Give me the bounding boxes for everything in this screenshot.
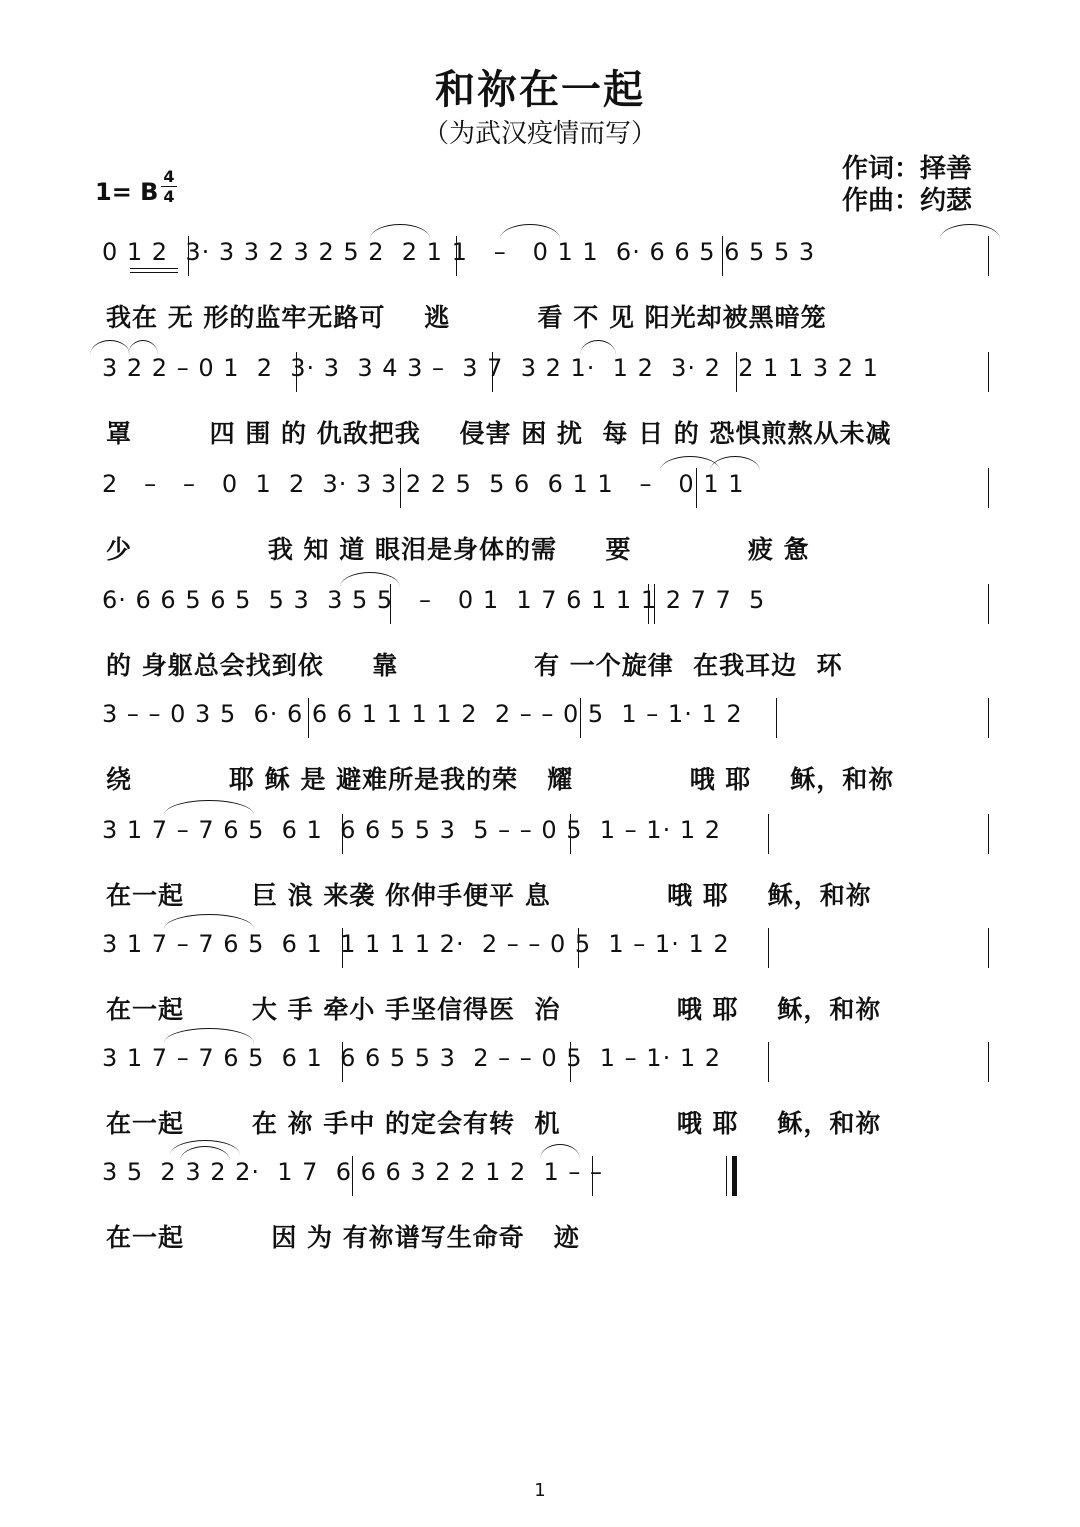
score-system-8 [100,1042,1000,1152]
final-barline-thick [732,1156,737,1196]
barline [988,928,989,968]
barline [580,698,581,738]
lyric-line: 在一起 因 为 有祢谱写生命奇 迹 [106,1223,580,1252]
barline [776,698,777,738]
score-system-7 [100,928,1000,1038]
song-subtitle: （为武汉疫情而写） [422,119,657,149]
notation-text: 6· 6 6 5 6 5 5 3 3 5 5 – 0 1 1 7 6 1 1 1 2 7 7 5 [102,586,766,614]
tie-mark [500,224,560,239]
notation-text: 3 2 2 – 0 1 2 3· 3 3 4 3 – 3 7 3 2 1· 1 2 3· 2 2 1 1 3 2 1 [102,354,879,382]
barline [570,1042,571,1082]
barline [390,584,391,624]
barline [654,584,655,624]
notation-text: 0 1 2 3· 3 3 2 3 2 5 2 2 1 1 – 0 1 1 6· 6 6 5 6 5 5 3 [102,238,816,266]
score-system-2 [100,352,1000,462]
notation-text: 3 – – 0 3 5 6· 6 6 6 1 1 1 1 2 2 – – 0 5 1 – 1· 1 2 [102,700,743,728]
lyric-line: 少 我 知 道 眼泪是身体的需 要 疲 惫 [106,535,810,564]
barline [342,814,343,854]
notation-text: 3 5 2 3 2 2· 1 7 6 6 6 3 2 2 1 2 1 – – [102,1158,604,1186]
notation-line [100,1042,1000,1082]
time-signature [158,168,180,205]
meter-top: 4 [163,167,175,186]
beam-line [130,268,178,269]
notation-line [100,814,1000,854]
barline [592,1156,593,1196]
barline [578,928,579,968]
lyric-line: 的 身躯总会找到依 靠 有 一个旋律 在我耳边 环 [106,651,843,680]
lyric-line: 在一起 在 祢 手中 的定会有转 机 哦 耶 稣，和祢 [106,1109,882,1138]
barline [988,468,989,508]
barline [988,1042,989,1082]
barline [988,814,989,854]
score-system-3 [100,468,1000,578]
barline [308,698,309,738]
barline [988,698,989,738]
notation-line [100,1156,1000,1196]
barline [988,352,989,392]
beam-line [130,272,178,273]
lyricist-credit: 作词：择善 [842,154,973,184]
score-system-4 [100,584,1000,694]
notation-line [100,352,1000,392]
meter-bottom: 4 [163,187,175,206]
barline [456,236,457,276]
barline [648,584,649,624]
notation-line [100,584,1000,624]
composer-credit: 作曲：约瑟 [842,186,973,216]
barline [696,468,697,508]
score-system-1 [100,236,1000,346]
notation-line [100,928,1000,968]
notation-line [100,236,1000,276]
key-signature: 1= B [95,178,159,206]
notation-text: 3 1 7 – 7 6 5 6 1 1 1 1 1 2· 2 – – 0 5 1 – 1· 1 2 [102,930,730,958]
barline [400,468,401,508]
notation-text: 3 1 7 – 7 6 5 6 1 6 6 5 5 3 5 – – 0 5 1 – 1· 1 2 [102,816,721,844]
lyric-line: 绕 耶 稣 是 避难所是我的荣 耀 哦 耶 稣，和祢 [106,765,895,794]
lyric-line: 罩 四 围 的 仇敌把我 侵害 困 扰 每 日 的 恐惧煎熬从未减 [106,419,892,448]
final-barline-thin [726,1156,727,1196]
lyric-line: 我在 无 形的监牢无路可 逃 看 不 见 阳光却被黑暗笼 [106,303,827,332]
lyric-line: 在一起 大 手 牵小 手坚信得医 治 哦 耶 稣，和祢 [106,995,882,1024]
barline [722,236,723,276]
notation-text: 3 1 7 – 7 6 5 6 1 6 6 5 5 3 2 – – 0 5 1 – 1· 1 2 [102,1044,721,1072]
tie-mark [370,224,430,239]
page-number: 1 [534,1480,546,1501]
barline [492,352,493,392]
score-system-6 [100,814,1000,924]
barline [570,814,571,854]
song-title: 和祢在一起 [435,67,645,113]
lyric-line: 在一起 巨 浪 来袭 你伸手便平 息 哦 耶 稣，和祢 [106,881,872,910]
barline [342,1042,343,1082]
barline [296,352,297,392]
barline [988,236,989,276]
score-system-9 [100,1156,1000,1266]
barline [342,928,343,968]
score-system-5 [100,698,1000,808]
barline [768,1042,769,1082]
barline [352,1156,353,1196]
barline [188,236,189,276]
notation-line [100,468,1000,508]
barline [768,814,769,854]
notation-line [100,698,1000,738]
barline [736,352,737,392]
barline [768,928,769,968]
tie-mark [940,224,1000,239]
barline [988,584,989,624]
notation-text: 2 – – 0 1 2 3· 3 3 2 2 5 5 6 6 1 1 – 0 1 1 [102,470,745,498]
